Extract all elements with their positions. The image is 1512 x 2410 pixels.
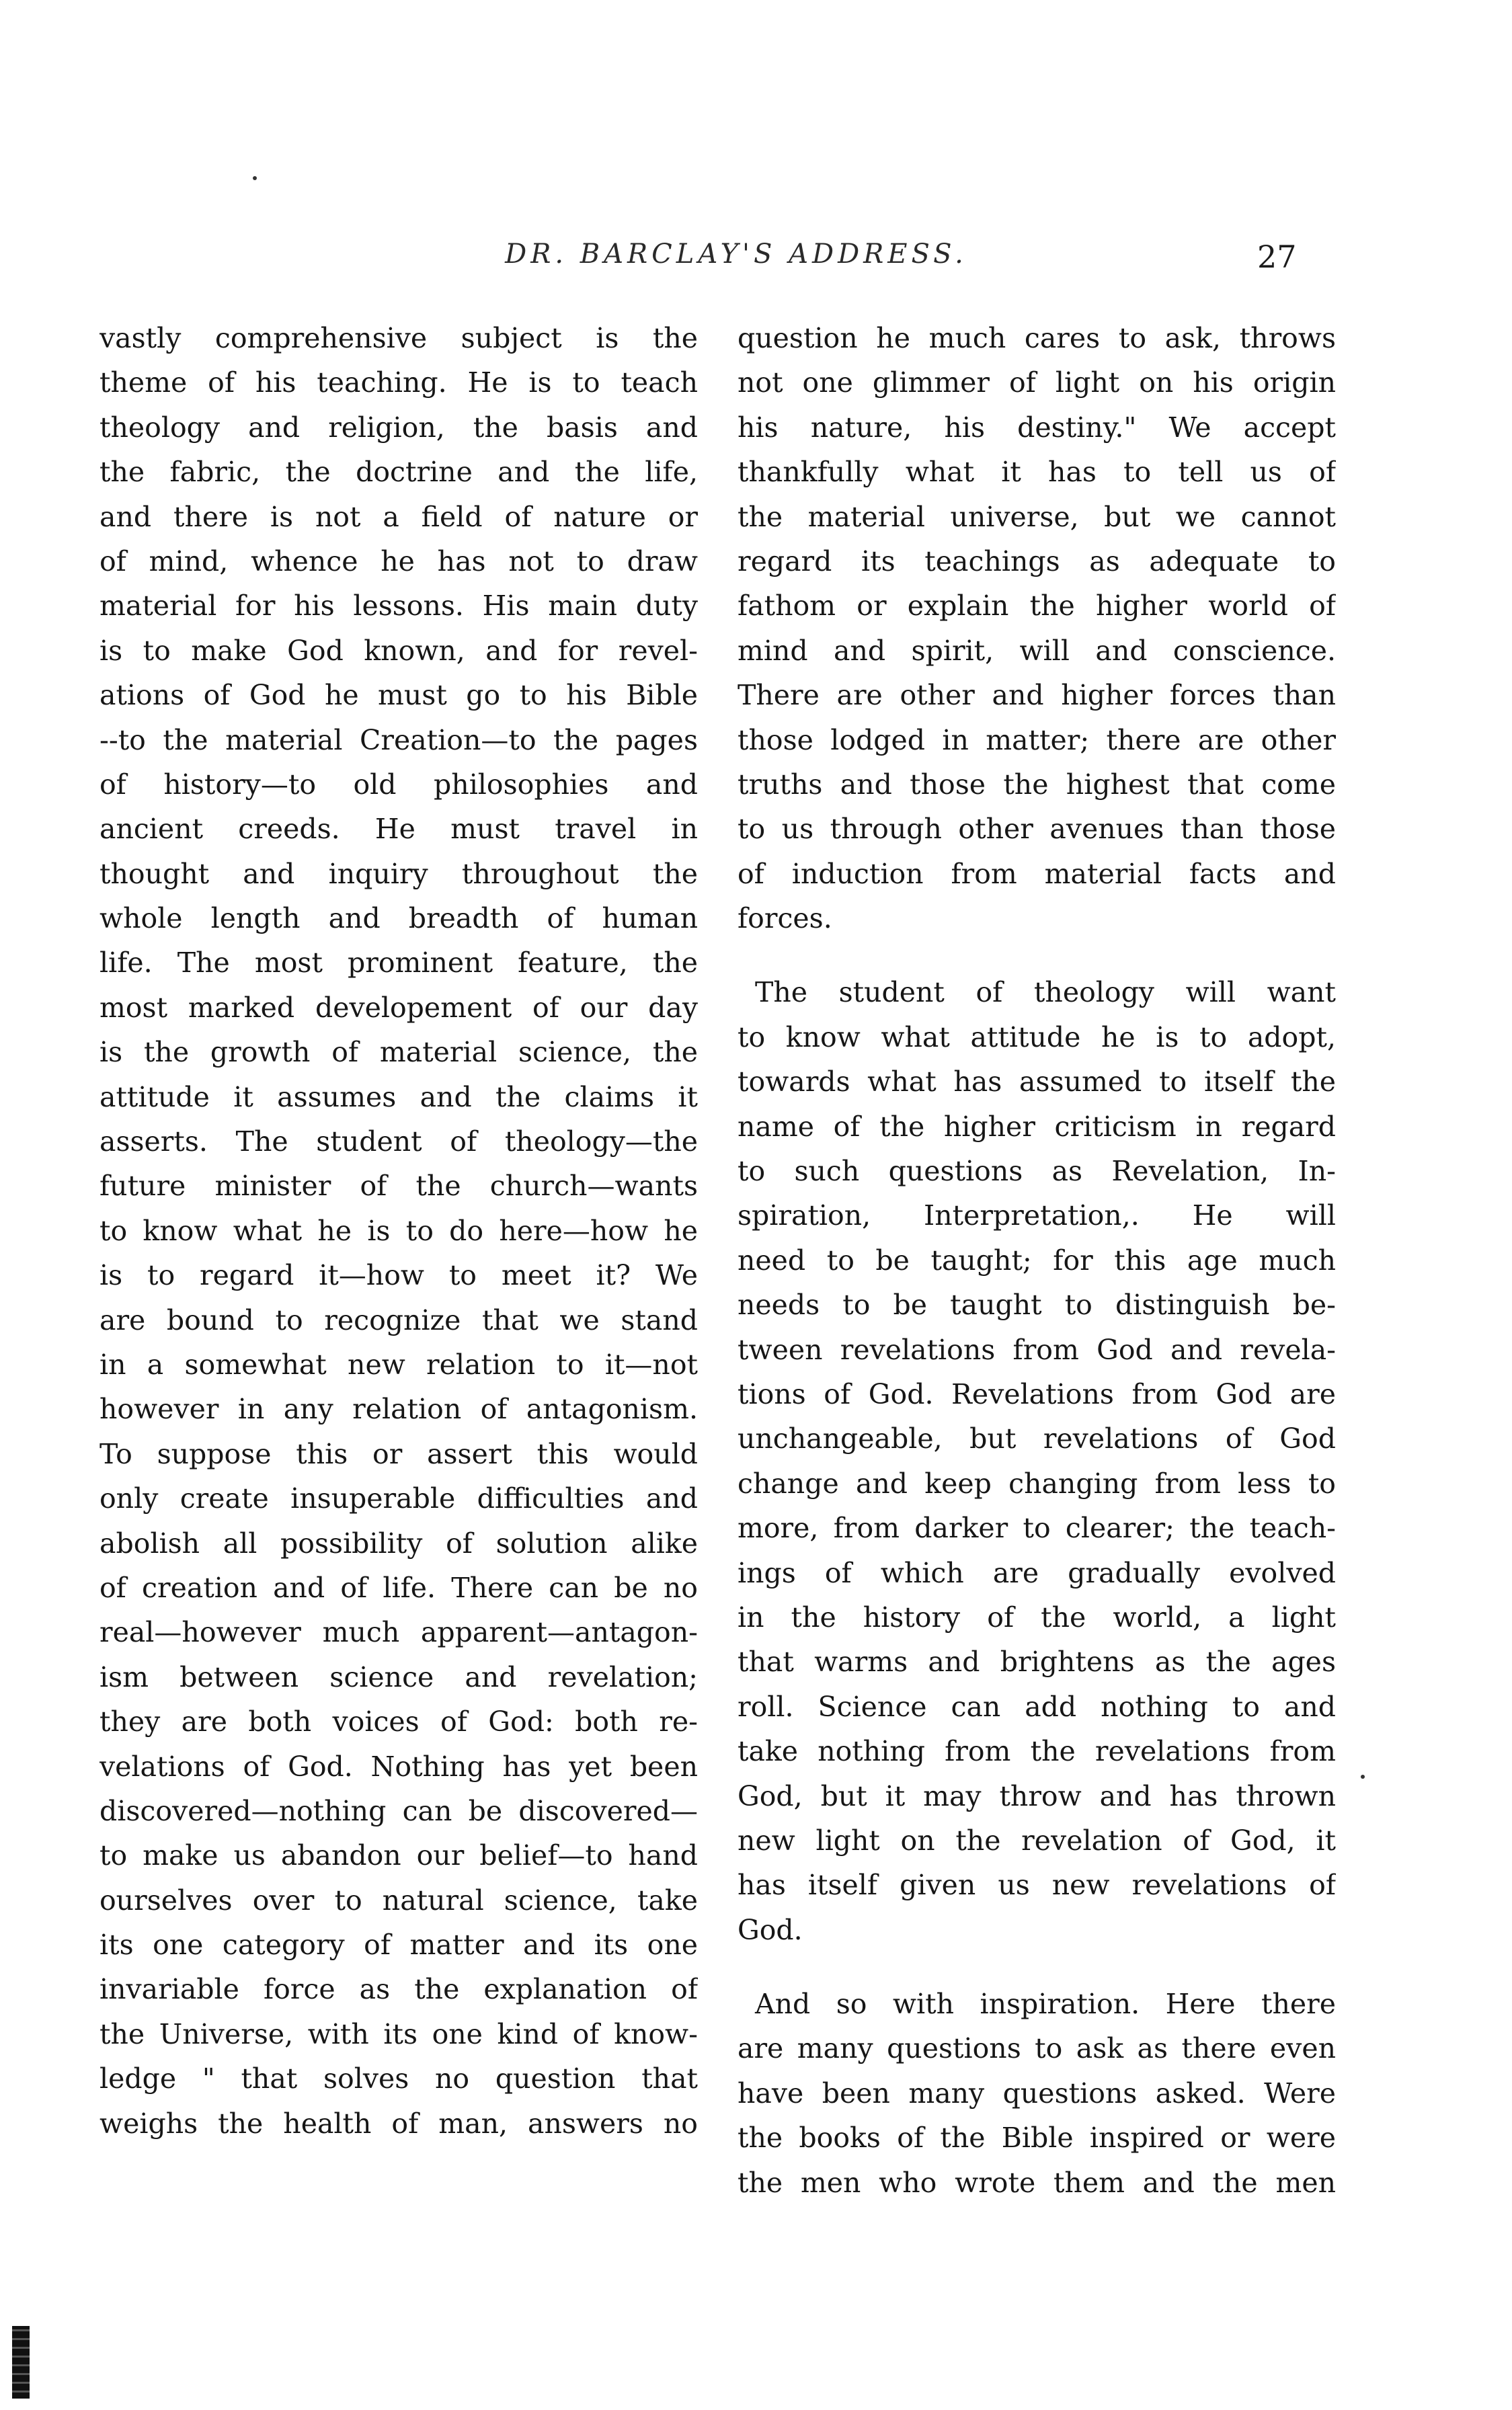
text-line: need to be taught; for this age much bbox=[738, 1244, 1336, 1277]
text-line: ism between science and revelation; bbox=[100, 1660, 698, 1693]
text-line: tween revelations from God and revela- bbox=[738, 1333, 1336, 1366]
text-line: roll. Science can add nothing to and bbox=[738, 1690, 1336, 1723]
text-line: life. The most prominent feature, the bbox=[100, 947, 698, 979]
text-line: its one category of matter and its one bbox=[100, 1929, 698, 1962]
text-line: ledge " that solves no question that bbox=[100, 2062, 698, 2095]
text-line: are many questions to ask as there even bbox=[738, 2032, 1336, 2065]
text-line: unchangeable, but revelations of God bbox=[738, 1422, 1336, 1455]
text-line: The student of theology will want bbox=[755, 976, 1336, 1009]
paragraph-1 bbox=[738, 316, 1336, 940]
text-line: question he much cares to ask, throws bbox=[738, 322, 1336, 354]
text-line: of mind, whence he has not to draw bbox=[100, 545, 698, 577]
running-head: DR. BARCLAY'S ADDRESS. bbox=[505, 239, 967, 270]
text-line: in the history of the world, a light bbox=[738, 1601, 1336, 1634]
text-line: forces. bbox=[738, 902, 832, 935]
text-line: God. bbox=[738, 1913, 803, 1946]
text-line: fathom or explain the higher world of bbox=[738, 590, 1336, 622]
text-line: have been many questions asked. Were bbox=[738, 2077, 1336, 2110]
text-line: new light on the revelation of God, it bbox=[738, 1824, 1336, 1857]
page-number: 27 bbox=[1257, 239, 1297, 275]
text-line: most marked developement of our day bbox=[100, 991, 698, 1024]
text-line: however in any relation of antagonism. bbox=[100, 1393, 698, 1426]
text-line: is to regard it—how to meet it? We bbox=[100, 1259, 698, 1292]
text-line: ourselves over to natural science, take bbox=[100, 1884, 698, 1917]
text-line: those lodged in matter; there are other bbox=[738, 723, 1336, 756]
text-line: the fabric, the doctrine and the life, bbox=[100, 456, 698, 489]
text-line: invariable force as the explanation of bbox=[100, 1973, 698, 2006]
text-line: velations of God. Nothing has yet been bbox=[100, 1750, 698, 1783]
text-line: the men who wrote them and the men bbox=[738, 2166, 1336, 2199]
text-line: asserts. The student of theology—the bbox=[100, 1125, 698, 1158]
text-line: take nothing from the revelations from bbox=[738, 1735, 1336, 1768]
text-line: regard its teachings as adequate to bbox=[738, 545, 1336, 577]
text-line: of induction from material facts and bbox=[738, 857, 1336, 890]
text-line: material for his lessons. His main duty bbox=[100, 590, 698, 622]
text-line: There are other and higher forces than bbox=[738, 679, 1336, 712]
text-line: not one glimmer of light on his origin bbox=[738, 366, 1336, 399]
text-line: has itself given us new revelations of bbox=[738, 1869, 1336, 1902]
text-line: theology and religion, the basis and bbox=[100, 411, 698, 444]
text-line: to know what attitude he is to adopt, bbox=[738, 1020, 1336, 1053]
binding-edge-mark bbox=[12, 2326, 30, 2399]
text-line: to such questions as Revelation, In- bbox=[738, 1155, 1336, 1188]
text-line: real—however much apparent—antagon- bbox=[100, 1616, 698, 1649]
text-line: to make us abandon our belief—to hand bbox=[100, 1839, 698, 1872]
text-line: ations of God he must go to his Bible bbox=[100, 679, 698, 712]
text-line: spiration, Interpretation,. He will bbox=[738, 1199, 1336, 1232]
text-line: discovered—nothing can be discovered— bbox=[100, 1794, 698, 1827]
text-line: truths and those the highest that come bbox=[738, 768, 1336, 801]
text-line: name of the higher criticism in regard bbox=[738, 1110, 1336, 1143]
print-speck bbox=[253, 176, 257, 180]
text-line: mind and spirit, will and conscience. bbox=[738, 634, 1336, 667]
text-line: ancient creeds. He must travel in bbox=[100, 813, 698, 846]
text-line: only create insuperable difficulties and bbox=[100, 1482, 698, 1515]
text-line: is the growth of material science, the bbox=[100, 1036, 698, 1069]
text-line: tions of God. Revelations from God are bbox=[738, 1377, 1336, 1410]
text-line: the books of the Bible inspired or were bbox=[738, 2122, 1336, 2155]
text-line: more, from darker to clearer; the teach- bbox=[738, 1512, 1336, 1545]
paragraph-2 bbox=[738, 970, 1336, 1952]
text-line: of creation and of life. There can be no bbox=[100, 1571, 698, 1604]
text-line: of history—to old philosophies and bbox=[100, 768, 698, 801]
right-column bbox=[738, 316, 1336, 2205]
text-line: thankfully what it has to tell us of bbox=[738, 456, 1336, 489]
text-line: future minister of the church—wants bbox=[100, 1170, 698, 1203]
text-line: whole length and breadth of human bbox=[100, 902, 698, 935]
text-line: thought and inquiry throughout the bbox=[100, 857, 698, 890]
text-line: --to the material Creation—to the pages bbox=[100, 723, 698, 756]
text-line: to know what he is to do here—how he bbox=[100, 1214, 698, 1247]
text-line: And so with inspiration. Here there bbox=[755, 1988, 1336, 2021]
text-line: attitude it assumes and the claims it bbox=[100, 1080, 698, 1113]
text-line: in a somewhat new relation to it—not bbox=[100, 1348, 698, 1381]
text-line: the material universe, but we cannot bbox=[738, 500, 1336, 533]
text-line: needs to be taught to distinguish be- bbox=[738, 1289, 1336, 1322]
text-line: they are both voices of God: both re- bbox=[100, 1705, 698, 1738]
text-line: towards what has assumed to itself the bbox=[738, 1066, 1336, 1098]
text-line: the Universe, with its one kind of know- bbox=[100, 2017, 698, 2050]
text-line: weighs the health of man, answers no bbox=[100, 2107, 698, 2140]
left-column bbox=[100, 316, 698, 2146]
text-line: are bound to recognize that we stand bbox=[100, 1303, 698, 1336]
text-line: his nature, his destiny." We accept bbox=[738, 411, 1336, 444]
paragraph-3 bbox=[738, 1982, 1336, 2205]
text-line: theme of his teaching. He is to teach bbox=[100, 366, 698, 399]
text-line: and there is not a field of nature or bbox=[100, 500, 698, 533]
text-line: is to make God known, and for revel- bbox=[100, 634, 698, 667]
print-speck bbox=[1361, 1775, 1365, 1779]
text-line: vastly comprehensive subject is the bbox=[100, 322, 698, 354]
text-line: God, but it may throw and has thrown bbox=[738, 1779, 1336, 1812]
text-line: to us through other avenues than those bbox=[738, 813, 1336, 846]
text-line: ings of which are gradually evolved bbox=[738, 1556, 1336, 1589]
text-line: To suppose this or assert this would bbox=[100, 1437, 698, 1470]
text-line: abolish all possibility of solution alike bbox=[100, 1527, 698, 1560]
text-line: change and keep changing from less to bbox=[738, 1467, 1336, 1500]
text-line: that warms and brightens as the ages bbox=[738, 1646, 1336, 1679]
